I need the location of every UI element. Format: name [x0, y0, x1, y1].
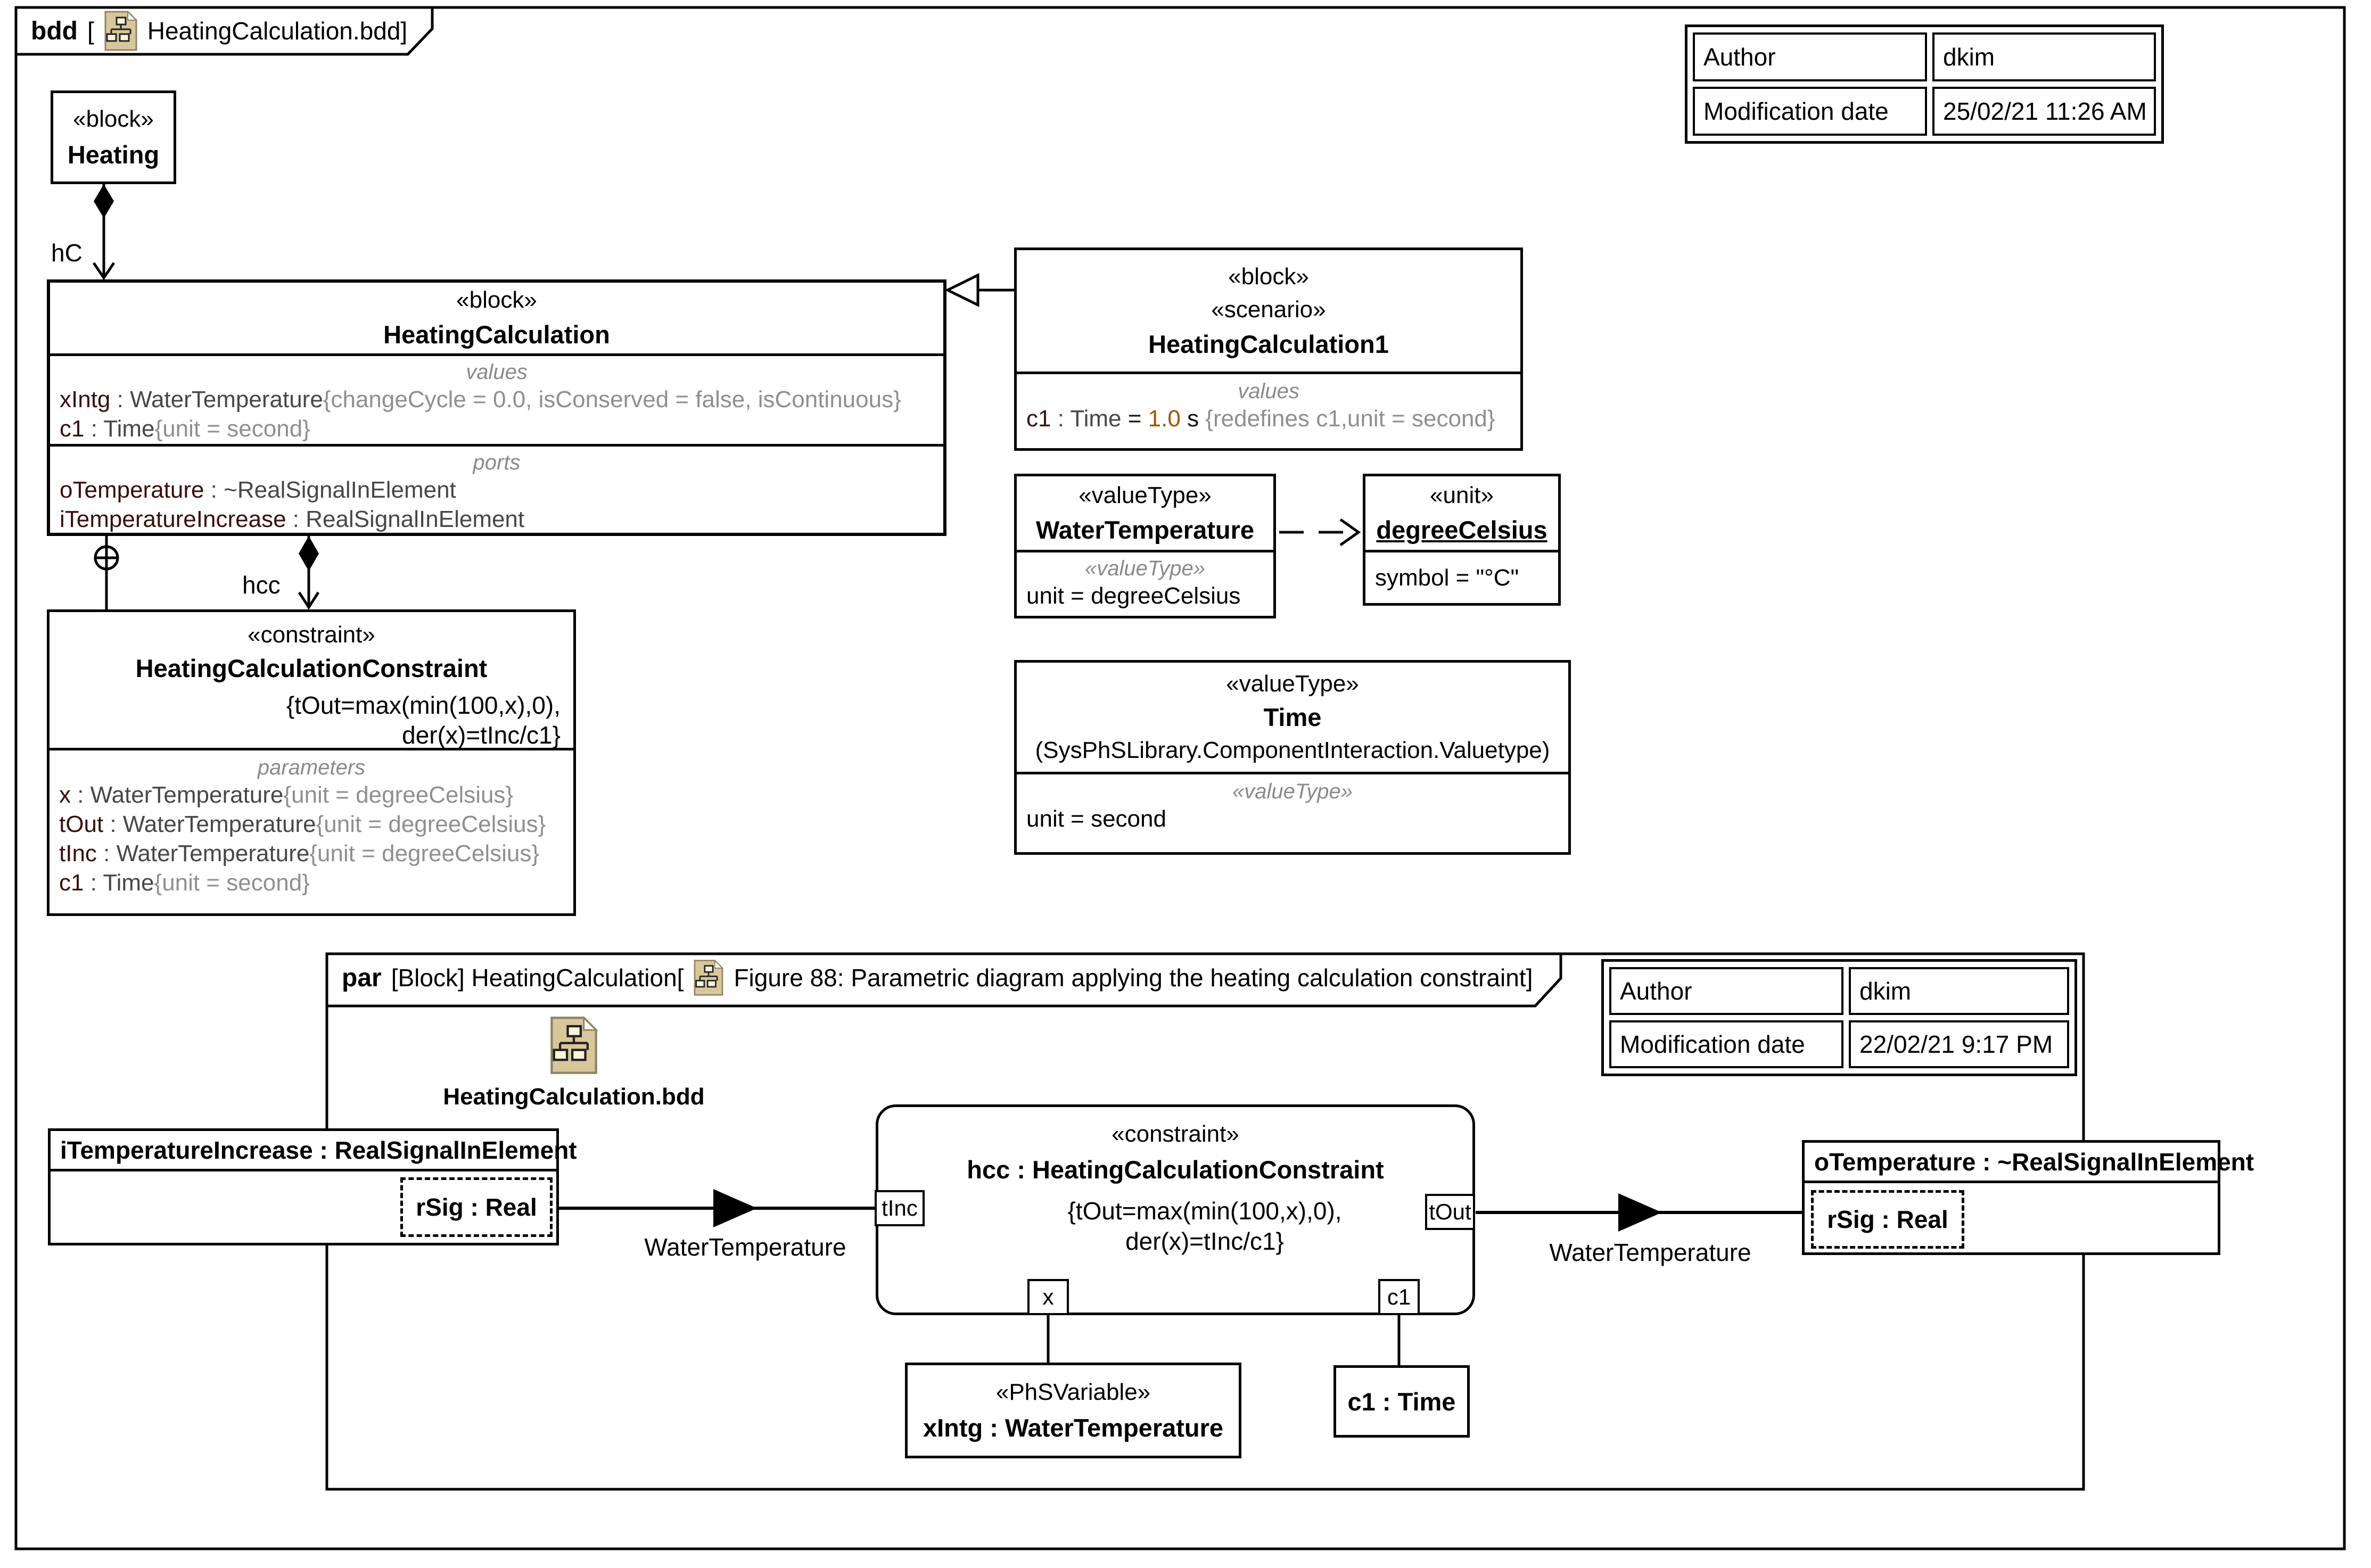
stereotype: «block»	[1228, 263, 1309, 290]
par-value-c1-time[interactable]	[1333, 1365, 1470, 1438]
heating-calculation-bdd-icon[interactable]	[549, 1016, 598, 1075]
unit-line: unit = second	[1026, 806, 1166, 832]
generalization-edge[interactable]	[948, 275, 1014, 305]
stereotype: «PhSVariable»	[995, 1379, 1151, 1405]
block-name: HeatingCalculation1	[1148, 329, 1389, 358]
par-phsvariable-xintg[interactable]	[905, 1363, 1241, 1458]
value-property: c1 : Time = 1.0 s {redefines c1,unit = second}	[1026, 406, 1495, 432]
values-compartment	[1017, 372, 1520, 448]
values-compartment	[50, 353, 943, 444]
binding-connector-left[interactable]	[553, 1189, 875, 1227]
stereotype: «constraint»	[1112, 1121, 1239, 1147]
heating-calculation-bdd-icon-label: HeatingCalculation.bdd	[443, 1084, 705, 1110]
variable-name: xIntg : WaterTemperature	[923, 1413, 1224, 1442]
stereotype: «block»	[456, 287, 537, 313]
param-port-x[interactable]: x	[1027, 1279, 1069, 1315]
compartment-label: «valueType»	[1232, 780, 1353, 803]
flow-type-label: WaterTemperature	[644, 1233, 846, 1261]
nested-port-label: rSig : Real	[1827, 1206, 1948, 1233]
qualified-name: (SysPhSLibrary.ComponentInteraction.Valuetype)	[1035, 737, 1550, 763]
block-name: HeatingCalculation	[383, 320, 610, 349]
par-diagram-file-icon	[693, 959, 724, 996]
bdd-tab-bracket: [	[87, 17, 94, 45]
parameter: x : WaterTemperature{unit = degreeCelsius}	[59, 782, 514, 808]
title-compartment	[1365, 476, 1558, 550]
unit-name: degreeCelsius	[1376, 515, 1547, 544]
par-tab-prefix: [Block] HeatingCalculation[	[391, 964, 684, 992]
port-property: iTemperatureIncrease : RealSignalInElement	[60, 506, 525, 532]
hcc-role-label: hcc	[242, 571, 281, 599]
stereotype: «unit»	[1430, 482, 1494, 508]
parameters-compartment	[50, 748, 573, 913]
param-port-tout[interactable]: tOut	[1425, 1194, 1475, 1230]
valuetype-water-temperature[interactable]	[1014, 474, 1276, 618]
unit-dependency-edge[interactable]	[1279, 519, 1359, 545]
constraint-block[interactable]	[47, 609, 576, 916]
body-compartment	[1017, 550, 1273, 616]
unit-line: unit = degreeCelsius	[1026, 583, 1241, 609]
body-compartment	[1017, 772, 1568, 852]
nested-port-label: rSig : Real	[416, 1193, 537, 1221]
par-frame-tab[interactable]	[342, 958, 1533, 997]
block-heating-calculation[interactable]	[47, 279, 946, 536]
block-name: WaterTemperature	[1035, 515, 1255, 544]
stereotype: «scenario»	[1211, 296, 1326, 323]
body-compartment	[1365, 550, 1558, 603]
flow-type-label: WaterTemperature	[1549, 1239, 1751, 1266]
title-compartment	[50, 612, 573, 748]
valuetype-time[interactable]	[1014, 660, 1571, 855]
par-nested-rsig-left[interactable]	[400, 1177, 553, 1237]
parameter: c1 : Time{unit = second}	[59, 870, 310, 896]
constraint-expression: {tOut=max(min(100,x),0),	[1067, 1197, 1342, 1225]
compartment-label: values	[466, 360, 528, 384]
parameter: tOut : WaterTemperature{unit = degreeCelsius}	[59, 811, 546, 837]
port-property: oTemperature : ~RealSignalInElement	[60, 477, 456, 503]
value-property: c1 : Time{unit = second}	[60, 416, 310, 442]
hc-composition-edge[interactable]	[94, 184, 114, 278]
stereotype: «constraint»	[248, 622, 375, 648]
title-compartment	[50, 283, 943, 353]
meta-label: Modification date	[1693, 87, 1927, 136]
title-compartment	[1017, 476, 1273, 550]
par-diagram-kind: par	[342, 963, 382, 992]
compartment-label: ports	[473, 451, 521, 474]
block-heating-calculation1[interactable]	[1014, 247, 1523, 451]
block-name: Heating	[67, 140, 160, 169]
constraint-expression: {tOut=max(min(100,x),0),	[286, 691, 561, 719]
value-name: c1 : Time	[1347, 1387, 1456, 1416]
parameter: tInc : WaterTemperature{unit = degreeCelsius}	[59, 840, 540, 866]
compartment-label: values	[1238, 379, 1299, 403]
meta-value: 25/02/21 11:26 AM	[1932, 87, 2156, 136]
title-compartment	[1017, 663, 1568, 772]
meta-value: dkim	[1932, 32, 2156, 81]
bdd-diagram-file-icon	[104, 10, 138, 52]
binding-connector-right[interactable]	[1476, 1193, 1812, 1232]
symbol-line: symbol = "°C"	[1375, 565, 1519, 591]
block-heating[interactable]	[51, 90, 176, 184]
containment-edge[interactable]	[95, 536, 118, 609]
port-title: oTemperature : ~RealSignalInElement	[1805, 1143, 2218, 1183]
meta-value: dkim	[1849, 967, 2069, 1015]
stereotype: «valueType»	[1079, 482, 1212, 508]
port-title: iTemperatureIncrease : RealSignalInElement	[51, 1131, 556, 1171]
param-port-c1[interactable]: c1	[1378, 1279, 1420, 1315]
par-meta-table[interactable]	[1601, 959, 2077, 1076]
meta-label: Modification date	[1609, 1020, 1843, 1068]
bdd-diagram-kind: bdd	[31, 16, 78, 45]
stereotype: «valueType»	[1226, 671, 1359, 697]
compartment-label: parameters	[257, 756, 366, 779]
block-name: Time	[1263, 703, 1322, 731]
constraint-expression: der(x)=tInc/c1}	[402, 721, 561, 749]
constraint-property-name: hcc : HeatingCalculationConstraint	[967, 1156, 1384, 1184]
par-nested-rsig-right[interactable]	[1811, 1190, 1964, 1249]
meta-label: Author	[1693, 32, 1927, 81]
meta-value: 22/02/21 9:17 PM	[1849, 1020, 2069, 1068]
meta-label: Author	[1609, 967, 1843, 1015]
hcc-composition-edge[interactable]	[299, 536, 319, 608]
title-compartment	[1017, 250, 1520, 372]
bdd-frame-tab[interactable]	[31, 12, 407, 50]
value-property: xIntg : WaterTemperature{changeCycle = 0.0, isConserved = false, isContinuous}	[60, 386, 901, 412]
bdd-diagram-title: HeatingCalculation.bdd]	[147, 17, 408, 45]
bdd-meta-table[interactable]	[1685, 24, 2164, 144]
block-name: HeatingCalculationConstraint	[135, 654, 488, 682]
par-diagram-title: Figure 88: Parametric diagram applying the heating calculation constraint]	[734, 964, 1533, 992]
constraint-expression: der(x)=tInc/c1}	[1125, 1227, 1284, 1255]
stereotype: «block»	[73, 105, 154, 132]
unit-degree-celsius[interactable]	[1363, 474, 1561, 606]
hc-role-label: hC	[51, 239, 83, 267]
compartment-label: «valueType»	[1084, 557, 1206, 580]
param-port-tinc[interactable]: tInc	[875, 1190, 925, 1226]
ports-compartment	[50, 444, 943, 533]
